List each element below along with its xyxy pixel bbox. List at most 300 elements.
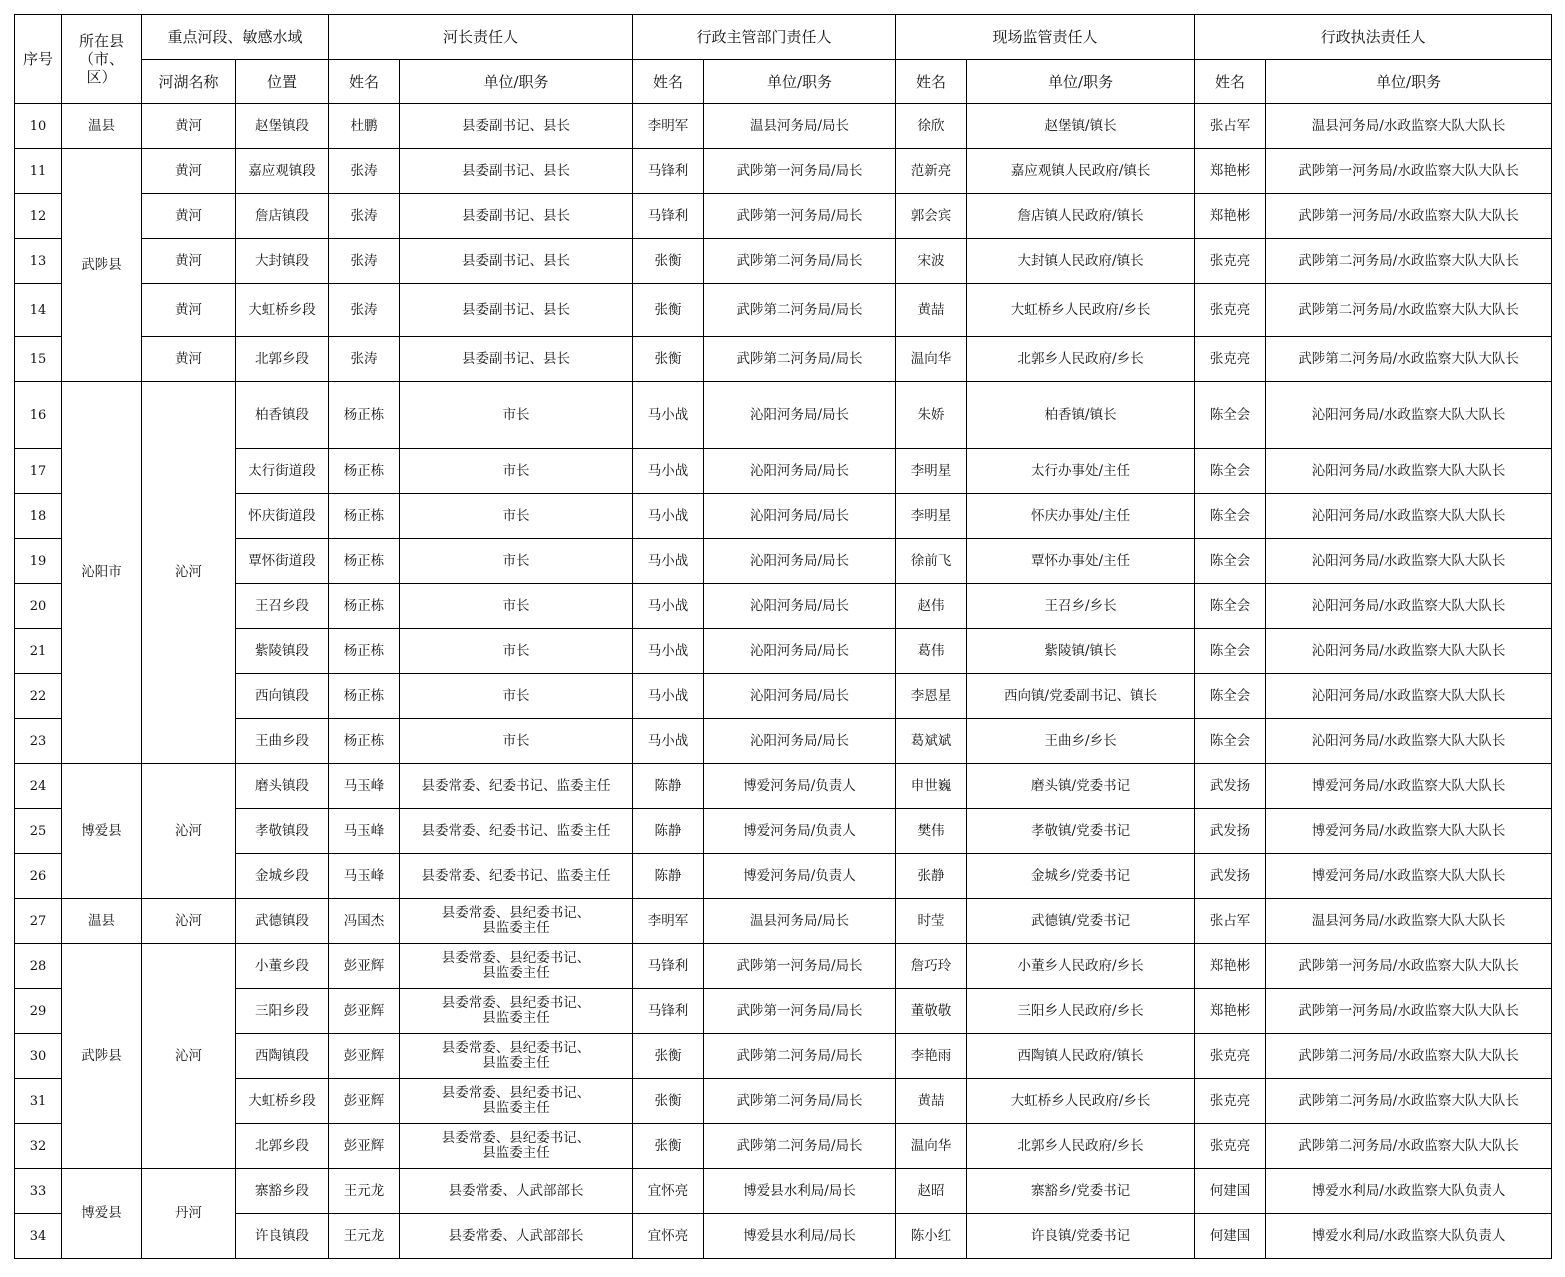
cell-river-name: 沁河 [142, 382, 236, 764]
table-row [15, 149, 1552, 194]
cell-chief-name: 马玉峰 [329, 854, 400, 899]
cell-seq: 29 [15, 989, 62, 1034]
cell-county: 武陟县 [62, 149, 142, 382]
cell-law-name: 陈全会 [1195, 584, 1266, 629]
cell-law-unit: 博爱水利局/水政监察大队负责人 [1266, 1214, 1552, 1259]
cell-chief-name: 杨正栋 [329, 719, 400, 764]
cell-chief-unit: 县委常委、县纪委书记、 县监委主任 [400, 1124, 633, 1169]
cell-seq: 11 [15, 149, 62, 194]
cell-chief-unit: 县委常委、纪委书记、监委主任 [400, 854, 633, 899]
cell-chief-name: 杨正栋 [329, 584, 400, 629]
cell-seq: 32 [15, 1124, 62, 1169]
cell-admin-name: 张衡 [633, 337, 704, 382]
table-row [15, 1079, 1552, 1124]
cell-location: 怀庆街道段 [236, 494, 329, 539]
cell-law-unit: 沁阳河务局/水政监察大队大队长 [1266, 674, 1552, 719]
cell-chief-name: 杨正栋 [329, 449, 400, 494]
cell-location: 赵堡镇段 [236, 104, 329, 149]
cell-law-unit: 温县河务局/水政监察大队大队长 [1266, 104, 1552, 149]
cell-law-name: 张克亮 [1195, 1079, 1266, 1124]
cell-law-unit: 武陟第二河务局/水政监察大队大队长 [1266, 1124, 1552, 1169]
cell-site-unit: 王曲乡/乡长 [967, 719, 1195, 764]
cell-chief-unit: 市长 [400, 719, 633, 764]
cell-location: 武德镇段 [236, 899, 329, 944]
cell-site-unit: 三阳乡人民政府/乡长 [967, 989, 1195, 1034]
cell-chief-name: 彭亚辉 [329, 1034, 400, 1079]
table-row [15, 584, 1552, 629]
cell-site-name: 葛斌斌 [896, 719, 967, 764]
cell-site-name: 郭会宾 [896, 194, 967, 239]
cell-chief-name: 王元龙 [329, 1214, 400, 1259]
cell-river-name: 丹河 [142, 1169, 236, 1259]
cell-site-name: 温向华 [896, 337, 967, 382]
cell-chief-unit: 县委常委、人武部部长 [400, 1169, 633, 1214]
cell-law-name: 张占军 [1195, 104, 1266, 149]
cell-chief-unit: 县委常委、人武部部长 [400, 1214, 633, 1259]
cell-site-name: 宋波 [896, 239, 967, 284]
cell-river-name: 黄河 [142, 284, 236, 337]
cell-location: 覃怀街道段 [236, 539, 329, 584]
cell-county: 博爱县 [62, 1169, 142, 1259]
cell-location: 磨头镇段 [236, 764, 329, 809]
cell-law-name: 张克亮 [1195, 337, 1266, 382]
header-law-enforcement: 行政执法责任人 [1195, 15, 1552, 60]
cell-seq: 22 [15, 674, 62, 719]
cell-site-name: 徐前飞 [896, 539, 967, 584]
cell-law-unit: 沁阳河务局/水政监察大队大队长 [1266, 382, 1552, 449]
cell-admin-name: 陈静 [633, 854, 704, 899]
header-county: 所在县 （市、 区） [62, 15, 142, 104]
header-location: 位置 [236, 60, 329, 104]
header-admin-dept: 行政主管部门责任人 [633, 15, 896, 60]
cell-location: 大封镇段 [236, 239, 329, 284]
cell-chief-unit: 市长 [400, 629, 633, 674]
cell-site-name: 李艳雨 [896, 1034, 967, 1079]
table-page [14, 14, 1552, 1259]
cell-chief-unit: 市长 [400, 382, 633, 449]
cell-admin-unit: 温县河务局/局长 [704, 899, 896, 944]
cell-admin-name: 宜怀亮 [633, 1169, 704, 1214]
header-admin-name: 姓名 [633, 60, 704, 104]
cell-site-unit: 许良镇/党委书记 [967, 1214, 1195, 1259]
cell-chief-name: 杨正栋 [329, 674, 400, 719]
header-river-chief: 河长责任人 [329, 15, 633, 60]
table-row [15, 764, 1552, 809]
cell-chief-unit: 县委常委、县纪委书记、 县监委主任 [400, 1034, 633, 1079]
cell-law-unit: 博爱水利局/水政监察大队负责人 [1266, 1169, 1552, 1214]
cell-admin-name: 马锋利 [633, 194, 704, 239]
cell-law-name: 陈全会 [1195, 674, 1266, 719]
table-row [15, 194, 1552, 239]
cell-admin-unit: 武陟第二河务局/局长 [704, 239, 896, 284]
cell-admin-unit: 武陟第一河务局/局长 [704, 944, 896, 989]
cell-law-unit: 博爱河务局/水政监察大队大队长 [1266, 809, 1552, 854]
cell-law-name: 郑艳彬 [1195, 194, 1266, 239]
cell-chief-unit: 县委副书记、县长 [400, 284, 633, 337]
cell-seq: 10 [15, 104, 62, 149]
cell-location: 三阳乡段 [236, 989, 329, 1034]
cell-law-unit: 武陟第二河务局/水政监察大队大队长 [1266, 239, 1552, 284]
header-seq: 序号 [15, 15, 62, 104]
cell-site-name: 詹巧玲 [896, 944, 967, 989]
cell-admin-name: 马锋利 [633, 149, 704, 194]
cell-chief-name: 杨正栋 [329, 382, 400, 449]
cell-site-name: 时莹 [896, 899, 967, 944]
cell-chief-name: 马玉峰 [329, 764, 400, 809]
cell-chief-unit: 县委常委、县纪委书记、 县监委主任 [400, 989, 633, 1034]
cell-site-unit: 太行办事处/主任 [967, 449, 1195, 494]
cell-location: 寨豁乡段 [236, 1169, 329, 1214]
cell-admin-name: 张衡 [633, 239, 704, 284]
cell-law-name: 张克亮 [1195, 239, 1266, 284]
cell-admin-unit: 武陟第一河务局/局长 [704, 149, 896, 194]
cell-law-unit: 武陟第二河务局/水政监察大队大队长 [1266, 284, 1552, 337]
table-row [15, 854, 1552, 899]
table-row [15, 629, 1552, 674]
cell-seq: 20 [15, 584, 62, 629]
cell-river-name: 黄河 [142, 149, 236, 194]
cell-site-unit: 大虹桥乡人民政府/乡长 [967, 284, 1195, 337]
cell-seq: 27 [15, 899, 62, 944]
cell-law-unit: 沁阳河务局/水政监察大队大队长 [1266, 539, 1552, 584]
cell-seq: 34 [15, 1214, 62, 1259]
cell-seq: 13 [15, 239, 62, 284]
table-header [15, 15, 1552, 104]
cell-admin-name: 马锋利 [633, 989, 704, 1034]
cell-law-name: 陈全会 [1195, 449, 1266, 494]
cell-admin-name: 马小战 [633, 494, 704, 539]
cell-county: 温县 [62, 899, 142, 944]
cell-site-unit: 磨头镇/党委书记 [967, 764, 1195, 809]
cell-site-unit: 西陶镇人民政府/镇长 [967, 1034, 1195, 1079]
cell-location: 太行街道段 [236, 449, 329, 494]
cell-location: 柏香镇段 [236, 382, 329, 449]
cell-site-name: 陈小红 [896, 1214, 967, 1259]
header-admin-unit: 单位/职务 [704, 60, 896, 104]
header-law-name: 姓名 [1195, 60, 1266, 104]
cell-chief-unit: 县委副书记、县长 [400, 104, 633, 149]
cell-admin-unit: 沁阳河务局/局长 [704, 584, 896, 629]
cell-admin-unit: 沁阳河务局/局长 [704, 629, 896, 674]
cell-chief-unit: 县委常委、县纪委书记、 县监委主任 [400, 899, 633, 944]
cell-chief-name: 彭亚辉 [329, 944, 400, 989]
cell-law-unit: 武陟第一河务局/水政监察大队大队长 [1266, 194, 1552, 239]
header-site-unit: 单位/职务 [967, 60, 1195, 104]
cell-site-name: 黄喆 [896, 1079, 967, 1124]
cell-admin-name: 陈静 [633, 809, 704, 854]
table-row [15, 284, 1552, 337]
cell-seq: 12 [15, 194, 62, 239]
cell-seq: 19 [15, 539, 62, 584]
cell-law-unit: 温县河务局/水政监察大队大队长 [1266, 899, 1552, 944]
cell-chief-unit: 县委常委、纪委书记、监委主任 [400, 764, 633, 809]
cell-admin-name: 张衡 [633, 1034, 704, 1079]
cell-site-unit: 金城乡/党委书记 [967, 854, 1195, 899]
cell-law-name: 张克亮 [1195, 284, 1266, 337]
cell-admin-unit: 武陟第二河务局/局长 [704, 1034, 896, 1079]
cell-site-name: 申世巍 [896, 764, 967, 809]
cell-admin-name: 马小战 [633, 584, 704, 629]
cell-chief-name: 张涛 [329, 239, 400, 284]
cell-location: 北郭乡段 [236, 337, 329, 382]
cell-chief-unit: 县委副书记、县长 [400, 337, 633, 382]
header-law-unit: 单位/职务 [1266, 60, 1552, 104]
cell-site-unit: 寨豁乡/党委书记 [967, 1169, 1195, 1214]
cell-location: 詹店镇段 [236, 194, 329, 239]
cell-law-name: 何建国 [1195, 1214, 1266, 1259]
cell-site-name: 李明星 [896, 494, 967, 539]
header-site-supervisor: 现场监管责任人 [896, 15, 1195, 60]
cell-seq: 17 [15, 449, 62, 494]
cell-location: 金城乡段 [236, 854, 329, 899]
cell-admin-name: 马小战 [633, 539, 704, 584]
cell-site-name: 李明星 [896, 449, 967, 494]
table-row [15, 104, 1552, 149]
cell-law-unit: 沁阳河务局/水政监察大队大队长 [1266, 449, 1552, 494]
cell-location: 许良镇段 [236, 1214, 329, 1259]
header-river-name: 河湖名称 [142, 60, 236, 104]
cell-river-name: 黄河 [142, 337, 236, 382]
cell-seq: 30 [15, 1034, 62, 1079]
cell-admin-unit: 博爱河务局/负责人 [704, 809, 896, 854]
table-body [15, 104, 1552, 1259]
cell-law-unit: 武陟第二河务局/水政监察大队大队长 [1266, 1034, 1552, 1079]
cell-admin-unit: 博爱河务局/负责人 [704, 764, 896, 809]
cell-site-unit: 覃怀办事处/主任 [967, 539, 1195, 584]
cell-seq: 21 [15, 629, 62, 674]
cell-admin-name: 陈静 [633, 764, 704, 809]
cell-chief-name: 张涛 [329, 194, 400, 239]
cell-admin-name: 宜怀亮 [633, 1214, 704, 1259]
cell-seq: 24 [15, 764, 62, 809]
table-row [15, 674, 1552, 719]
cell-site-unit: 王召乡/乡长 [967, 584, 1195, 629]
cell-location: 北郭乡段 [236, 1124, 329, 1169]
cell-law-name: 陈全会 [1195, 382, 1266, 449]
cell-law-unit: 武陟第二河务局/水政监察大队大队长 [1266, 1079, 1552, 1124]
cell-law-unit: 武陟第一河务局/水政监察大队大队长 [1266, 944, 1552, 989]
cell-chief-name: 马玉峰 [329, 809, 400, 854]
cell-seq: 33 [15, 1169, 62, 1214]
cell-chief-name: 张涛 [329, 284, 400, 337]
cell-site-unit: 西向镇/党委副书记、镇长 [967, 674, 1195, 719]
cell-admin-unit: 武陟第二河务局/局长 [704, 1124, 896, 1169]
cell-county: 温县 [62, 104, 142, 149]
cell-admin-name: 马小战 [633, 629, 704, 674]
cell-chief-name: 杜鹏 [329, 104, 400, 149]
cell-admin-unit: 博爱县水利局/局长 [704, 1214, 896, 1259]
header-chief-unit: 单位/职务 [400, 60, 633, 104]
table-row [15, 239, 1552, 284]
cell-chief-unit: 市长 [400, 674, 633, 719]
cell-site-name: 樊伟 [896, 809, 967, 854]
cell-site-name: 董敬敬 [896, 989, 967, 1034]
cell-site-unit: 孝敬镇/党委书记 [967, 809, 1195, 854]
cell-chief-unit: 县委常委、县纪委书记、 县监委主任 [400, 944, 633, 989]
cell-law-name: 张占军 [1195, 899, 1266, 944]
river-responsibility-table [14, 14, 1552, 1259]
cell-river-name: 沁河 [142, 899, 236, 944]
cell-river-name: 沁河 [142, 944, 236, 1169]
table-row [15, 719, 1552, 764]
cell-chief-unit: 县委常委、纪委书记、监委主任 [400, 809, 633, 854]
cell-admin-unit: 博爱河务局/负责人 [704, 854, 896, 899]
cell-seq: 28 [15, 944, 62, 989]
cell-law-name: 陈全会 [1195, 494, 1266, 539]
cell-admin-name: 马锋利 [633, 944, 704, 989]
cell-seq: 25 [15, 809, 62, 854]
cell-site-unit: 嘉应观镇人民政府/镇长 [967, 149, 1195, 194]
cell-chief-name: 冯国杰 [329, 899, 400, 944]
cell-site-unit: 北郭乡人民政府/乡长 [967, 337, 1195, 382]
cell-site-name: 朱娇 [896, 382, 967, 449]
cell-location: 孝敬镇段 [236, 809, 329, 854]
cell-site-unit: 詹店镇人民政府/镇长 [967, 194, 1195, 239]
cell-location: 大虹桥乡段 [236, 1079, 329, 1124]
cell-law-unit: 博爱河务局/水政监察大队大队长 [1266, 764, 1552, 809]
table-row [15, 1214, 1552, 1259]
cell-law-unit: 武陟第一河务局/水政监察大队大队长 [1266, 149, 1552, 194]
table-row [15, 809, 1552, 854]
cell-site-name: 张静 [896, 854, 967, 899]
cell-chief-unit: 县委副书记、县长 [400, 194, 633, 239]
table-row [15, 494, 1552, 539]
cell-site-unit: 紫陵镇/镇长 [967, 629, 1195, 674]
cell-site-unit: 大封镇人民政府/镇长 [967, 239, 1195, 284]
cell-law-name: 郑艳彬 [1195, 989, 1266, 1034]
cell-county: 武陟县 [62, 944, 142, 1169]
table-row [15, 337, 1552, 382]
cell-site-unit: 柏香镇/镇长 [967, 382, 1195, 449]
cell-law-name: 张克亮 [1195, 1124, 1266, 1169]
cell-location: 紫陵镇段 [236, 629, 329, 674]
cell-county: 沁阳市 [62, 382, 142, 764]
cell-admin-unit: 沁阳河务局/局长 [704, 494, 896, 539]
cell-chief-name: 杨正栋 [329, 539, 400, 584]
cell-law-unit: 沁阳河务局/水政监察大队大队长 [1266, 629, 1552, 674]
cell-law-unit: 武陟第二河务局/水政监察大队大队长 [1266, 337, 1552, 382]
cell-river-name: 黄河 [142, 194, 236, 239]
cell-law-name: 张克亮 [1195, 1034, 1266, 1079]
cell-admin-name: 马小战 [633, 382, 704, 449]
table-row [15, 1034, 1552, 1079]
cell-chief-name: 彭亚辉 [329, 1124, 400, 1169]
cell-county: 博爱县 [62, 764, 142, 899]
cell-admin-name: 张衡 [633, 1079, 704, 1124]
cell-site-name: 温向华 [896, 1124, 967, 1169]
cell-river-name: 黄河 [142, 239, 236, 284]
cell-admin-unit: 武陟第一河务局/局长 [704, 989, 896, 1034]
cell-admin-unit: 武陟第一河务局/局长 [704, 194, 896, 239]
cell-admin-unit: 武陟第二河务局/局长 [704, 284, 896, 337]
cell-site-name: 黄喆 [896, 284, 967, 337]
cell-seq: 31 [15, 1079, 62, 1124]
cell-chief-unit: 市长 [400, 494, 633, 539]
cell-admin-name: 张衡 [633, 1124, 704, 1169]
cell-law-name: 郑艳彬 [1195, 149, 1266, 194]
cell-law-unit: 沁阳河务局/水政监察大队大队长 [1266, 584, 1552, 629]
cell-location: 王曲乡段 [236, 719, 329, 764]
table-row [15, 539, 1552, 584]
cell-site-unit: 小董乡人民政府/乡长 [967, 944, 1195, 989]
cell-admin-unit: 沁阳河务局/局长 [704, 539, 896, 584]
cell-site-name: 李恩星 [896, 674, 967, 719]
table-row [15, 449, 1552, 494]
cell-site-name: 葛伟 [896, 629, 967, 674]
cell-location: 西向镇段 [236, 674, 329, 719]
cell-admin-unit: 沁阳河务局/局长 [704, 719, 896, 764]
cell-law-name: 郑艳彬 [1195, 944, 1266, 989]
cell-admin-name: 马小战 [633, 449, 704, 494]
cell-seq: 26 [15, 854, 62, 899]
cell-admin-unit: 沁阳河务局/局长 [704, 382, 896, 449]
cell-chief-unit: 县委常委、县纪委书记、 县监委主任 [400, 1079, 633, 1124]
cell-seq: 15 [15, 337, 62, 382]
table-row [15, 1169, 1552, 1214]
table-row [15, 1124, 1552, 1169]
cell-admin-unit: 沁阳河务局/局长 [704, 674, 896, 719]
header-site-name: 姓名 [896, 60, 967, 104]
cell-location: 嘉应观镇段 [236, 149, 329, 194]
cell-chief-unit: 市长 [400, 449, 633, 494]
cell-law-unit: 武陟第一河务局/水政监察大队大队长 [1266, 989, 1552, 1034]
table-row [15, 944, 1552, 989]
cell-admin-unit: 武陟第二河务局/局长 [704, 1079, 896, 1124]
cell-admin-name: 李明军 [633, 899, 704, 944]
cell-admin-name: 马小战 [633, 674, 704, 719]
cell-site-unit: 北郭乡人民政府/乡长 [967, 1124, 1195, 1169]
cell-seq: 14 [15, 284, 62, 337]
cell-site-name: 范新亮 [896, 149, 967, 194]
cell-admin-name: 张衡 [633, 284, 704, 337]
table-row [15, 989, 1552, 1034]
cell-admin-unit: 沁阳河务局/局长 [704, 449, 896, 494]
cell-admin-unit: 武陟第二河务局/局长 [704, 337, 896, 382]
cell-law-unit: 沁阳河务局/水政监察大队大队长 [1266, 494, 1552, 539]
cell-site-name: 徐欣 [896, 104, 967, 149]
cell-law-unit: 博爱河务局/水政监察大队大队长 [1266, 854, 1552, 899]
cell-location: 西陶镇段 [236, 1034, 329, 1079]
cell-admin-unit: 温县河务局/局长 [704, 104, 896, 149]
header-key-section: 重点河段、敏感水域 [142, 15, 329, 60]
cell-river-name: 黄河 [142, 104, 236, 149]
cell-site-unit: 怀庆办事处/主任 [967, 494, 1195, 539]
cell-law-name: 何建国 [1195, 1169, 1266, 1214]
cell-admin-unit: 博爱县水利局/局长 [704, 1169, 896, 1214]
cell-site-unit: 赵堡镇/镇长 [967, 104, 1195, 149]
cell-location: 王召乡段 [236, 584, 329, 629]
cell-chief-name: 王元龙 [329, 1169, 400, 1214]
cell-site-name: 赵伟 [896, 584, 967, 629]
cell-admin-name: 李明军 [633, 104, 704, 149]
cell-seq: 18 [15, 494, 62, 539]
cell-law-name: 陈全会 [1195, 719, 1266, 764]
table-row [15, 382, 1552, 449]
cell-chief-name: 杨正栋 [329, 494, 400, 539]
cell-chief-name: 杨正栋 [329, 629, 400, 674]
cell-seq: 16 [15, 382, 62, 449]
cell-chief-name: 张涛 [329, 337, 400, 382]
table-row [15, 899, 1552, 944]
cell-chief-unit: 县委副书记、县长 [400, 149, 633, 194]
cell-law-name: 陈全会 [1195, 629, 1266, 674]
cell-law-unit: 沁阳河务局/水政监察大队大队长 [1266, 719, 1552, 764]
cell-site-name: 赵昭 [896, 1169, 967, 1214]
cell-chief-unit: 市长 [400, 584, 633, 629]
cell-site-unit: 武德镇/党委书记 [967, 899, 1195, 944]
cell-chief-unit: 县委副书记、县长 [400, 239, 633, 284]
cell-seq: 23 [15, 719, 62, 764]
